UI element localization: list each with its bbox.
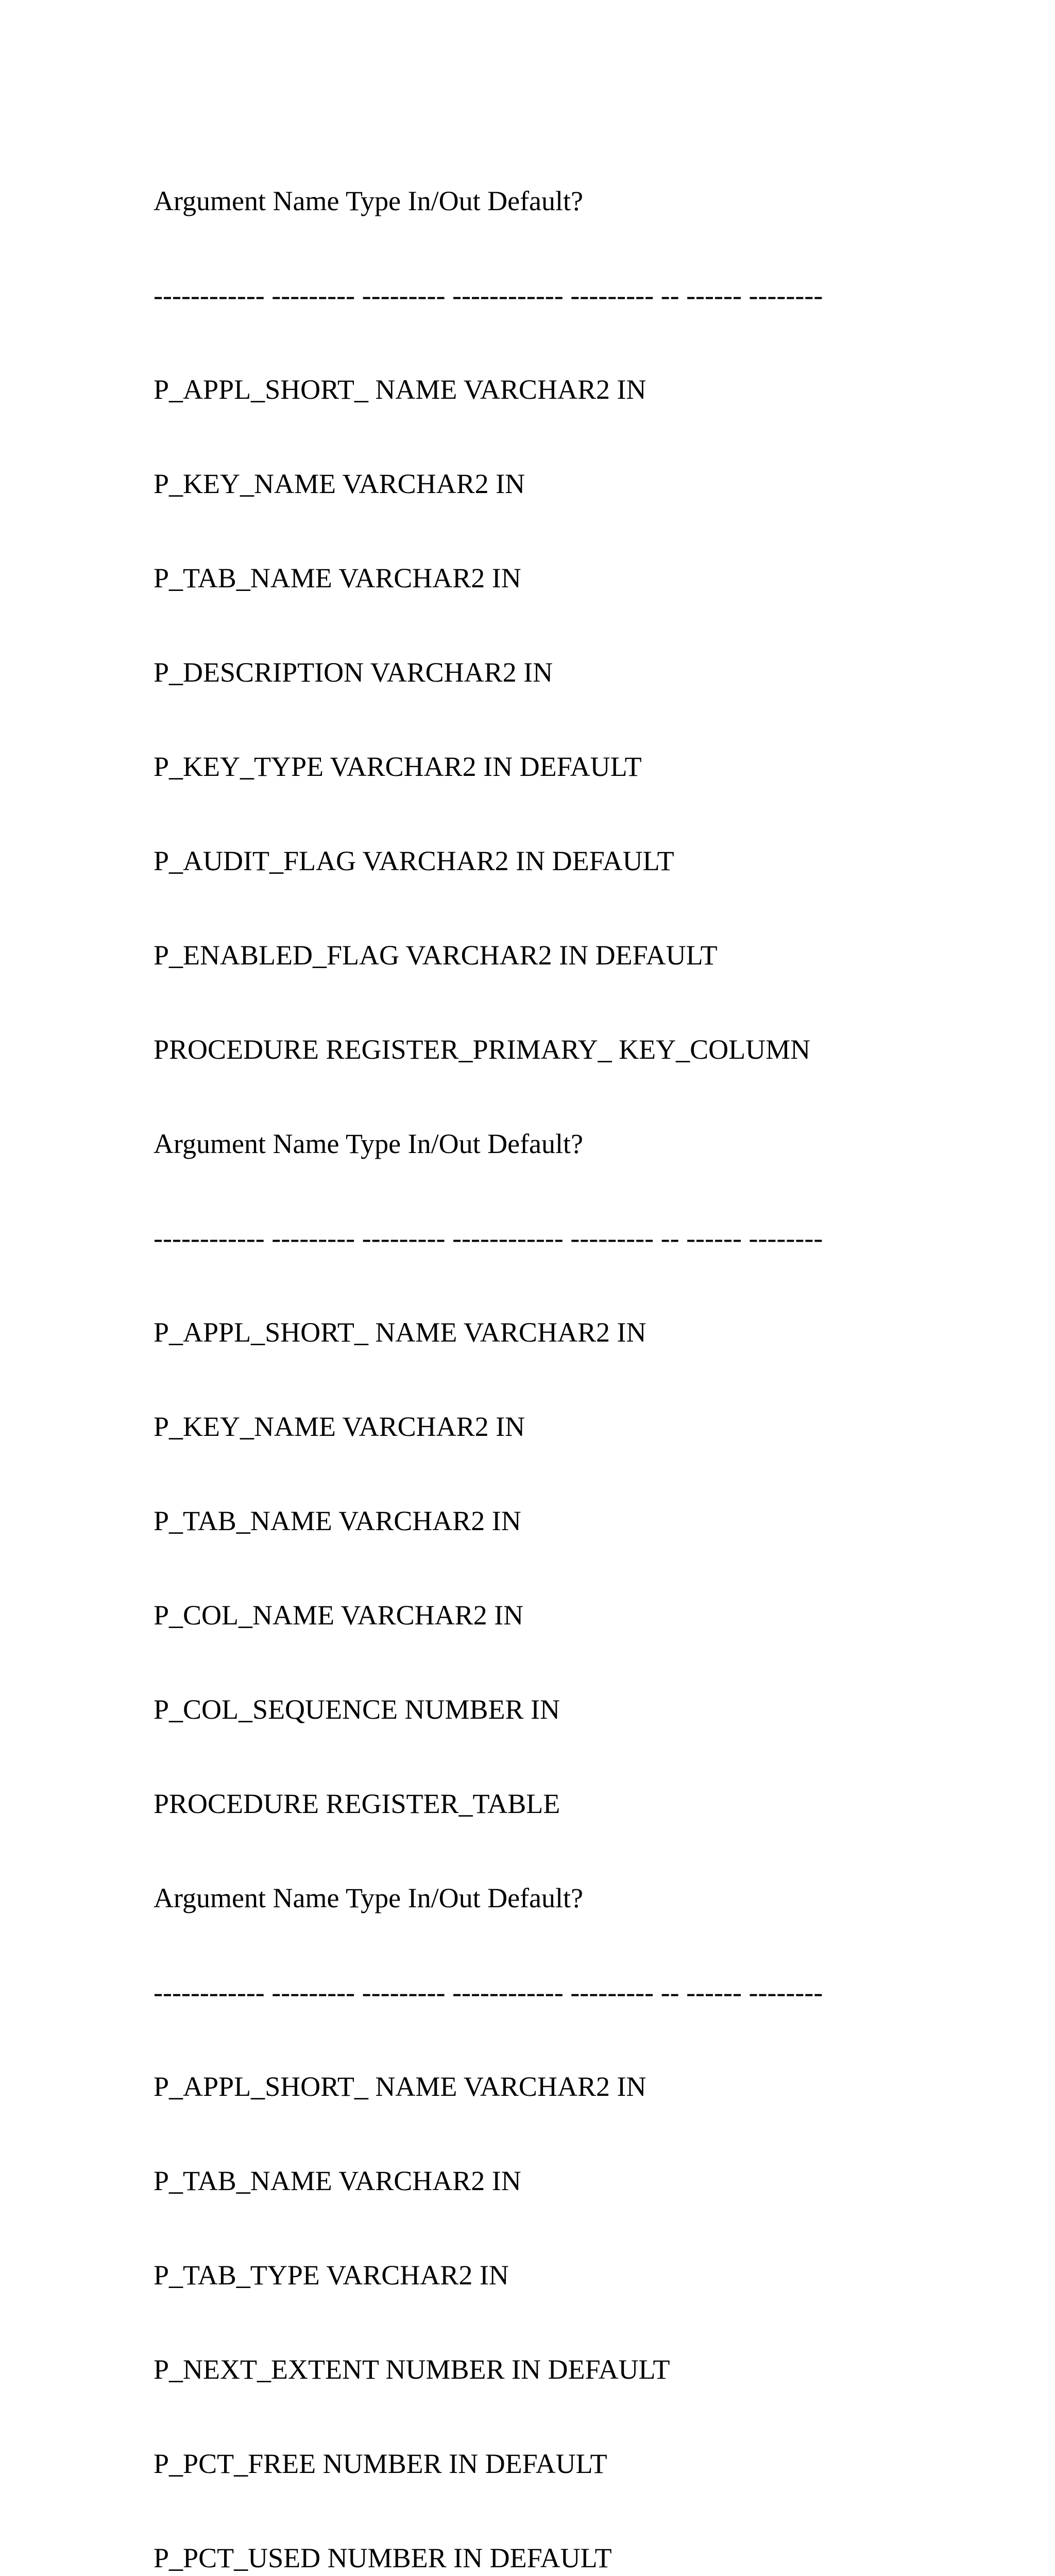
separator-line: ------------ --------- --------- ------------ --------- -- ------ -------- <box>154 1977 823 2008</box>
argument-line: P_TAB_NAME VARCHAR2 IN <box>154 563 521 594</box>
argument-line: P_TAB_NAME VARCHAR2 IN <box>154 1505 521 1536</box>
separator-line: ------------ --------- --------- ------------ --------- -- ------ -------- <box>154 280 823 311</box>
argument-line: P_COL_NAME VARCHAR2 IN <box>154 1600 524 1631</box>
argument-line: P_PCT_USED NUMBER IN DEFAULT <box>154 2543 612 2573</box>
table-header-line: Argument Name Type In/Out Default? <box>154 1883 583 1913</box>
argument-line: P_KEY_NAME VARCHAR2 IN <box>154 1411 525 1442</box>
argument-line: P_TAB_NAME VARCHAR2 IN <box>154 2165 521 2196</box>
argument-line: P_AUDIT_FLAG VARCHAR2 IN DEFAULT <box>154 845 674 876</box>
argument-line: P_TAB_TYPE VARCHAR2 IN <box>154 2260 509 2291</box>
procedure-heading: PROCEDURE REGISTER_PRIMARY_ KEY_COLUMN <box>154 1034 811 1065</box>
table-header-line: Argument Name Type In/Out Default? <box>154 1128 583 1159</box>
procedure-argument-listing <box>154 123 1003 2576</box>
separator-line: ------------ --------- --------- ------------ --------- -- ------ -------- <box>154 1223 823 1253</box>
argument-line: P_DESCRIPTION VARCHAR2 IN <box>154 657 553 688</box>
procedure-heading: PROCEDURE REGISTER_TABLE <box>154 1788 560 1819</box>
argument-line: P_KEY_NAME VARCHAR2 IN <box>154 468 525 499</box>
argument-line: P_KEY_TYPE VARCHAR2 IN DEFAULT <box>154 751 642 782</box>
argument-line: P_PCT_FREE NUMBER IN DEFAULT <box>154 2448 607 2479</box>
argument-line: P_APPL_SHORT_ NAME VARCHAR2 IN <box>154 374 646 405</box>
argument-line: P_APPL_SHORT_ NAME VARCHAR2 IN <box>154 1317 646 1348</box>
argument-line: P_ENABLED_FLAG VARCHAR2 IN DEFAULT <box>154 940 718 971</box>
argument-line: P_APPL_SHORT_ NAME VARCHAR2 IN <box>154 2071 646 2102</box>
argument-line: P_COL_SEQUENCE NUMBER IN <box>154 1694 560 1725</box>
table-header-line: Argument Name Type In/Out Default? <box>154 185 583 216</box>
argument-line: P_NEXT_EXTENT NUMBER IN DEFAULT <box>154 2354 670 2385</box>
